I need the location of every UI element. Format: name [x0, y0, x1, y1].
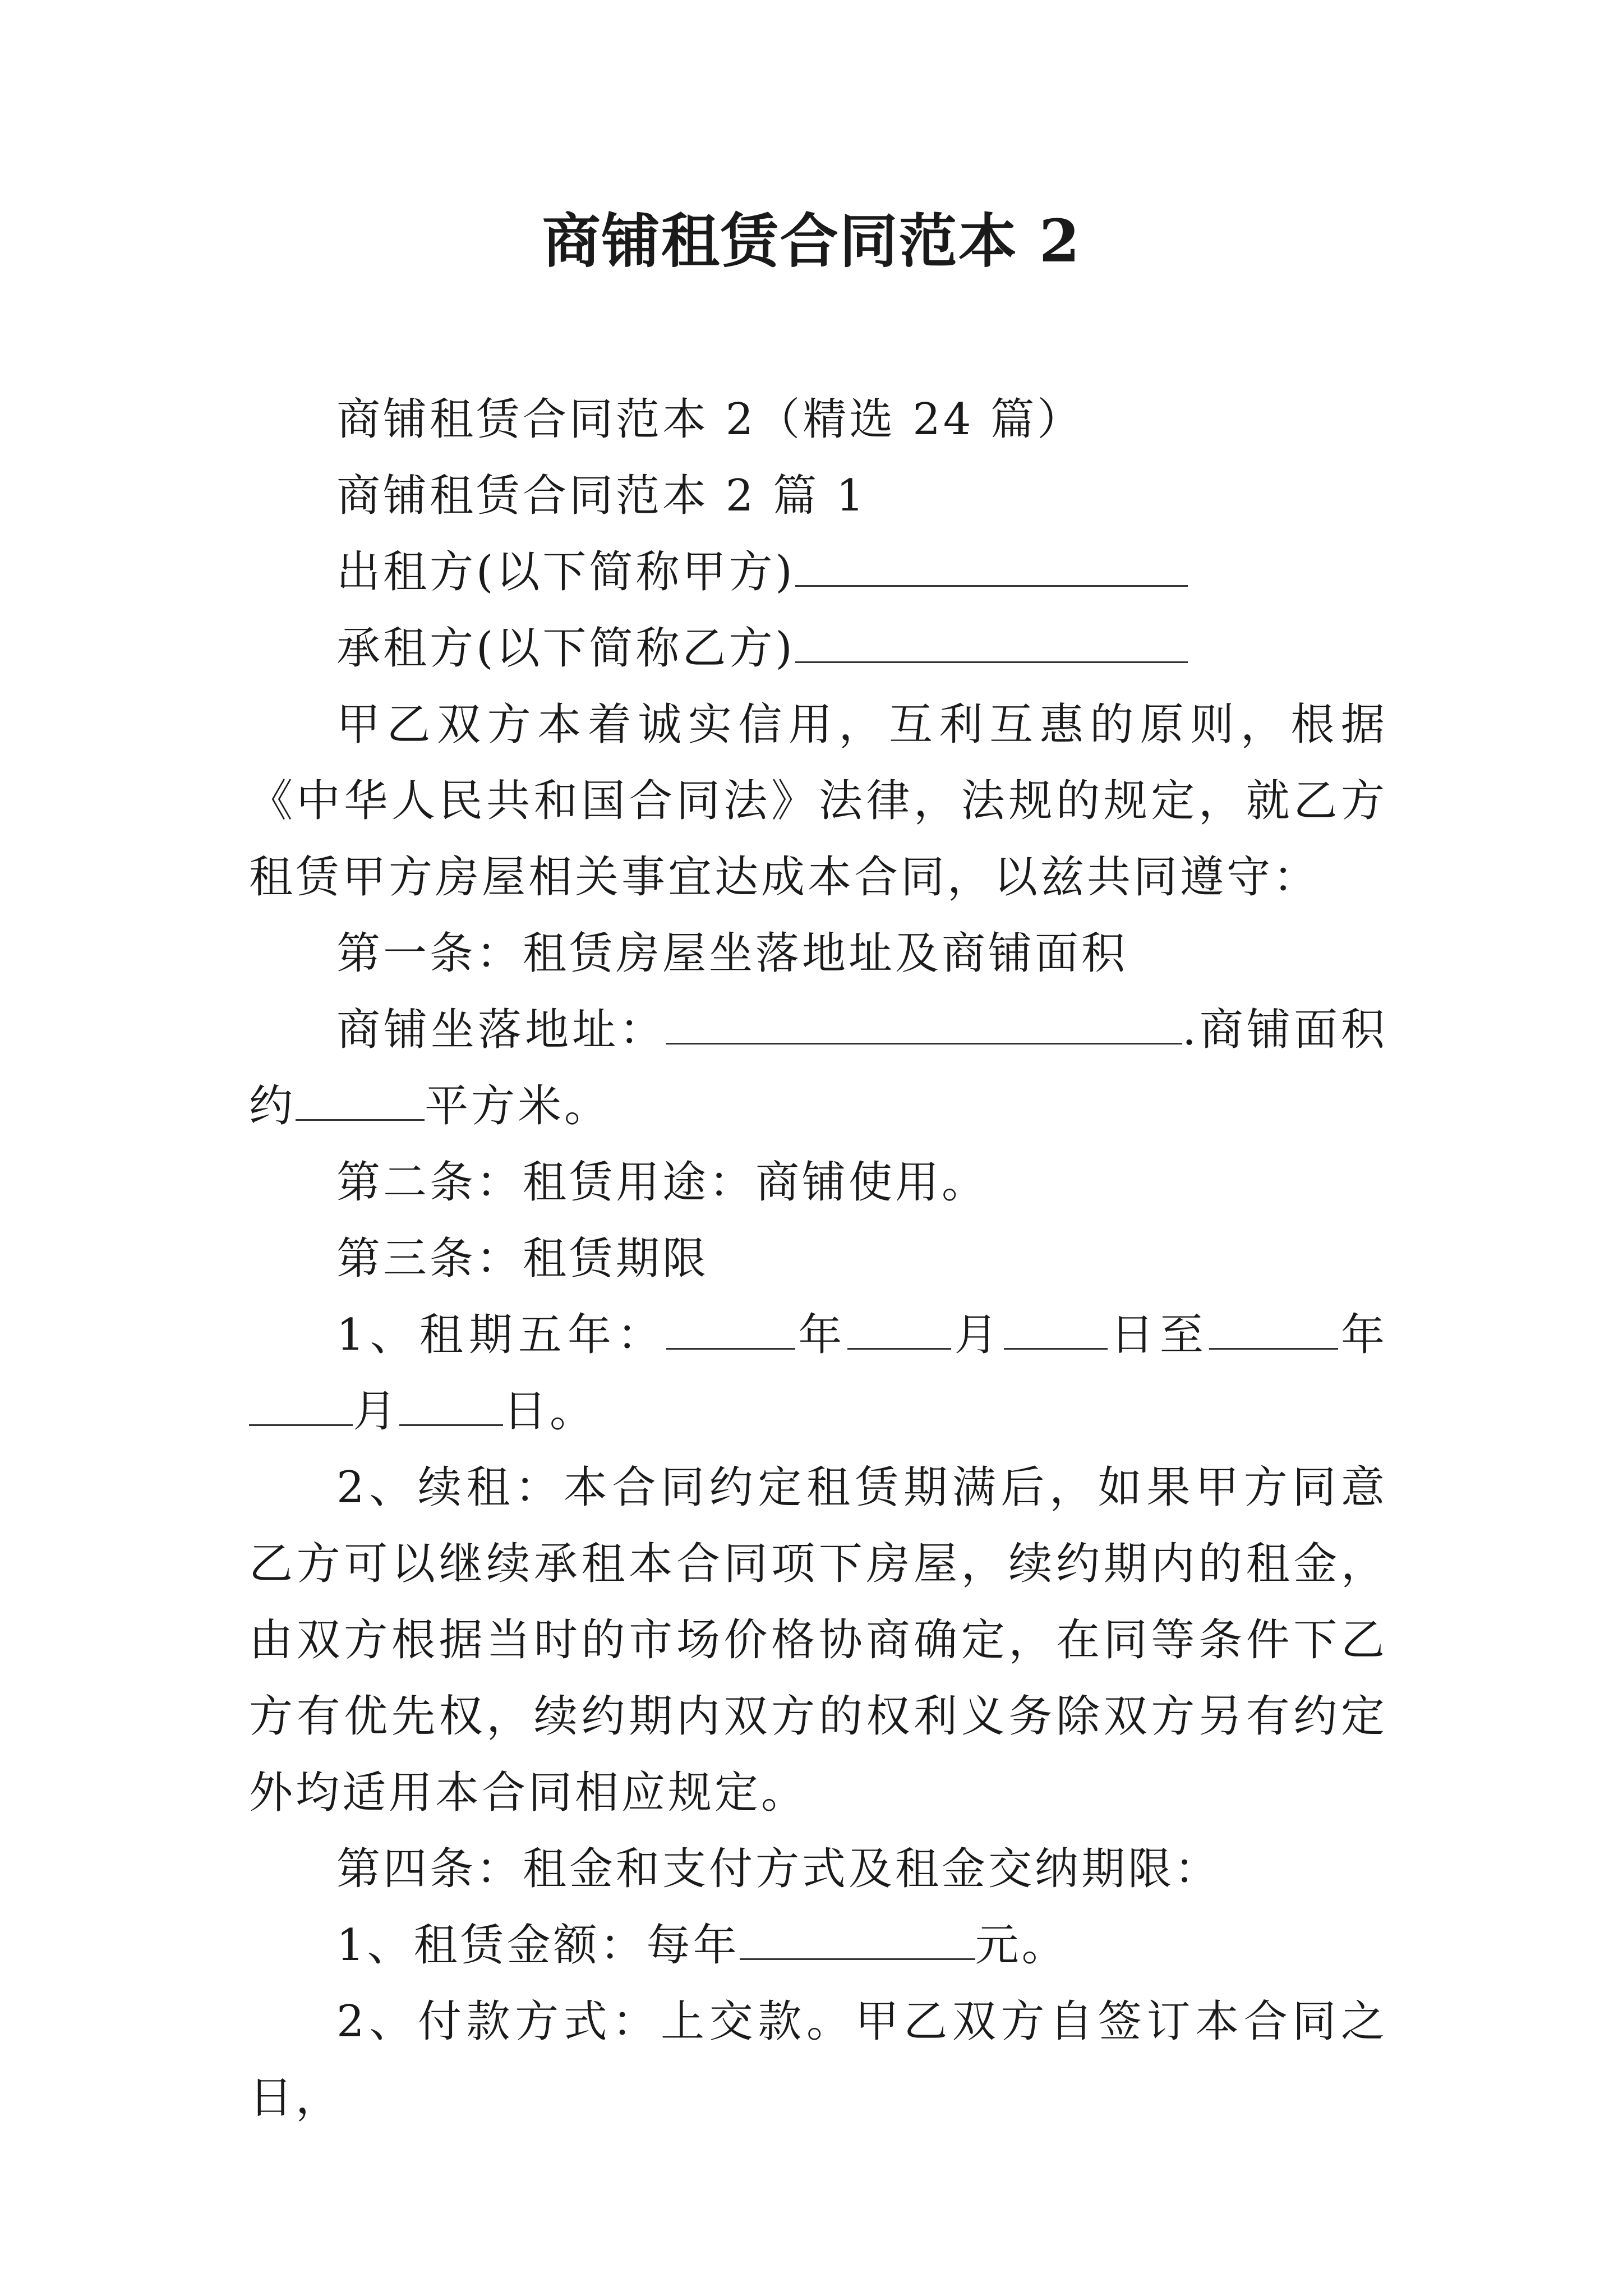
article-4-payment-line: 2、付款方式：上交款。甲乙双方自签订本合同之日， [249, 1996, 1387, 2123]
article-3-renewal-paragraph: 2、续租：本合同约定租赁期满后，如果甲方同意乙方可以继续承租本合同项下房屋，续约期内的租金，由双方根据当时的市场价格协商确定，在同等条件下乙方有优先权，续约期内双方的权利义务除双方另有约定外均适用本合同相应规定。 [249, 1462, 1387, 1818]
document-body [249, 381, 1387, 2136]
area-label: .商铺面积约 [249, 1005, 1387, 1131]
party-a-label: 出租方(以下简称甲方) [336, 547, 795, 597]
end-day-blank [399, 1385, 503, 1426]
year-text-2: 年 [1338, 1310, 1387, 1360]
start-month-blank [847, 1309, 951, 1350]
party-b-blank [795, 622, 1188, 663]
start-day-blank [1004, 1309, 1108, 1350]
amount-blank [740, 1919, 975, 1960]
month-text-2: 月 [353, 1386, 400, 1437]
area-blank [296, 1080, 425, 1121]
party-a-line [249, 534, 1387, 610]
day-end-text: 日。 [503, 1386, 597, 1437]
party-b-line [249, 610, 1387, 687]
party-a-blank [795, 546, 1188, 587]
start-year-blank [666, 1309, 795, 1350]
day-to-text: 日至 [1107, 1310, 1209, 1360]
end-year-blank [1209, 1309, 1338, 1350]
address-blank [666, 1004, 1182, 1045]
area-unit: 平方米。 [425, 1081, 611, 1131]
year-text: 年 [795, 1310, 848, 1360]
address-label: 商铺坐落地址： [336, 1005, 667, 1055]
document-title: 商铺租赁合同范本 2 [542, 206, 1081, 275]
amount-label: 1、租赁金额：每年 [336, 1920, 740, 1971]
party-b-label: 承租方(以下简称乙方) [336, 623, 795, 674]
article-3-heading: 第三条：租赁期限 [336, 1234, 709, 1284]
preamble-paragraph: 甲乙双方本着诚实信用，互利互惠的原则，根据《中华人民共和国合同法》法律，法规的规定，就乙方租赁甲方房屋相关事宜达成本合同，以兹共同遵守： [249, 700, 1387, 903]
article-4-amount-line [249, 1907, 1387, 1984]
article-2-line: 第二条：租赁用途：商铺使用。 [336, 1157, 989, 1208]
subtitle: 商铺租赁合同范本 2（精选 24 篇） [336, 394, 1084, 445]
article-1-heading: 第一条：租赁房屋坐落地址及商铺面积 [336, 928, 1128, 979]
article-3-term-line [249, 1297, 1387, 1450]
section-heading: 商铺租赁合同范本 2 篇 1 [336, 471, 867, 521]
amount-unit: 元。 [975, 1920, 1068, 1971]
end-month-blank [249, 1385, 353, 1426]
article-4-heading: 第四条：租金和支付方式及租金交纳期限： [336, 1844, 1221, 1894]
month-text: 月 [951, 1310, 1004, 1360]
term-label: 1、租期五年： [336, 1310, 667, 1360]
article-1-address-line [249, 992, 1387, 1144]
